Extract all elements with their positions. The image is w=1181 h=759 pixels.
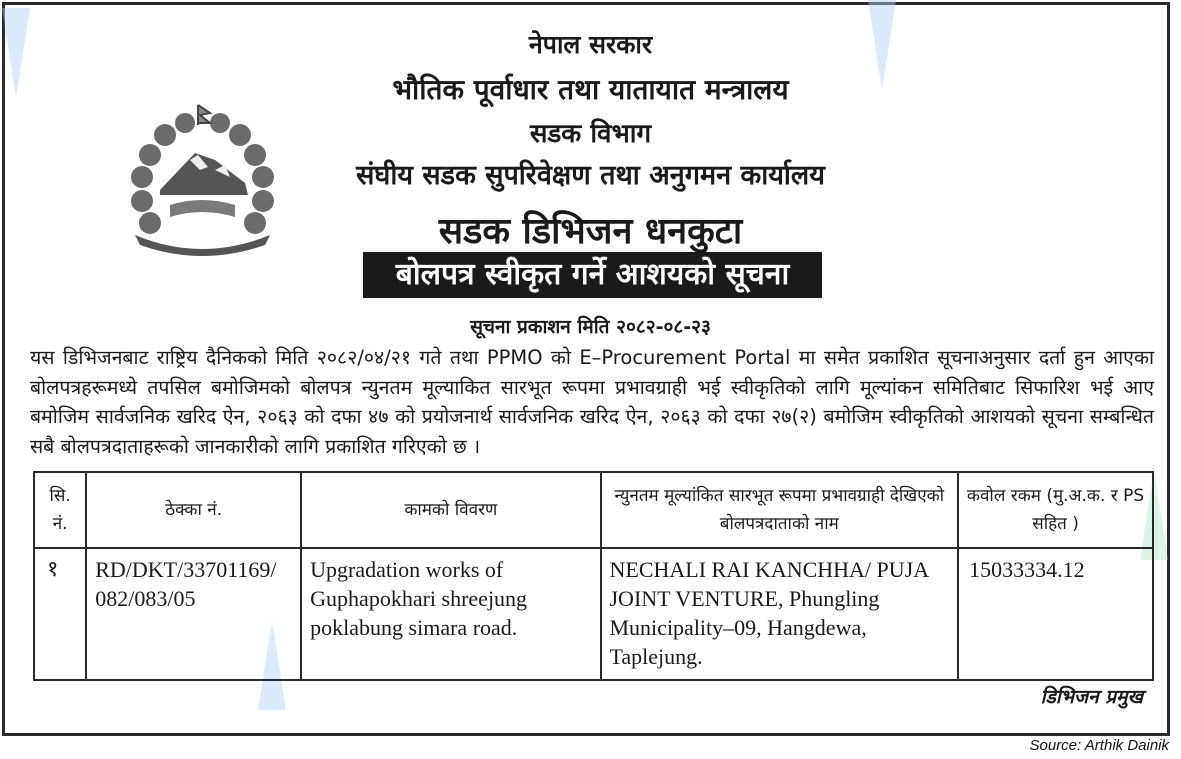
ministry-name: भौतिक पूर्वाधार तथा यातायात मन्त्रालय [392, 73, 789, 106]
header-serial-no: सि. नं. [34, 472, 86, 548]
header-bid-amount: कवोल रकम (मु.अ.क. र PS सहित ) [958, 472, 1153, 548]
notice-body: यस डिभिजनबाट राष्ट्रिय दैनिकको मिति २०८२/०४/२१ गते तथा PPMO को E–Procurement Portal मा समेत प्रकाशित सूचनाअनुसार दर्ता हुन आएका बोलपत्रहरूमध्ये तपसिल बमोजिमको बोलपत्र न्युनतम मूल्याकित सारभूत रूपमा प्रभावग्राही भई स्वीकृतिको लागि मूल्यांकन समितिबाट सिफारिश भई आए बमोजिम सार्वजनिक खरिद ऐन, २०६३ को दफा ४७ को प्रयोजनार्थ सार्वजनिक खरिद ऐन, २०६३ को दफा २७(२) बमोजिम स्वीकृतिको आशयको सूचना सम्बन्धित सबै बोलपत्रदाताहरूको जानकारीको लागि प्रकाशित गरिएको छ । [30, 346, 1154, 458]
office-name: संघीय सडक सुपरिवेक्षण तथा अनुगमन कार्यालय [356, 160, 825, 191]
publication-date: सूचना प्रकाशन मिति २०८२-०८-२३ [470, 316, 711, 338]
cell-contract-no: RD/DKT/33701169/ 082/083/05 [86, 548, 301, 680]
government-name: नेपाल सरकार [528, 30, 653, 59]
department-name: सडक विभाग [529, 119, 652, 149]
table-row [34, 548, 1153, 680]
table-header-row [34, 472, 1153, 548]
cell-bidder-name: NECHALI RAI KANCHHA/ PUJA JOINT VENTURE, Phungling Municipality–09, Hangdewa, Taplejung. [601, 548, 959, 680]
division-name: सडक डिभिजन धनकुटा [438, 211, 743, 252]
header-work-description: कामको विवरण [301, 472, 600, 548]
cell-bid-amount: 15033334.12 [958, 548, 1153, 680]
bid-table [33, 471, 1154, 681]
notice-title: बोलपत्र स्वीकृत गर्ने आशयको सूचना [363, 252, 822, 298]
cell-work-description: Upgradation works of Guphapokhari shreejung poklabung simara road. [301, 548, 600, 680]
source-credit: Source: Arthik Dainik [1029, 737, 1169, 754]
header-contract-no: ठेक्का नं. [86, 472, 301, 548]
header-bidder-name: न्युनतम मूल्यांकित सारभूत रूपमा प्रभावग्राही देखिएको बोलपत्रदाताको नाम [601, 472, 959, 548]
cell-serial-no: १ [34, 548, 86, 680]
signature-title: डिभिजन प्रमुख [1040, 686, 1143, 708]
